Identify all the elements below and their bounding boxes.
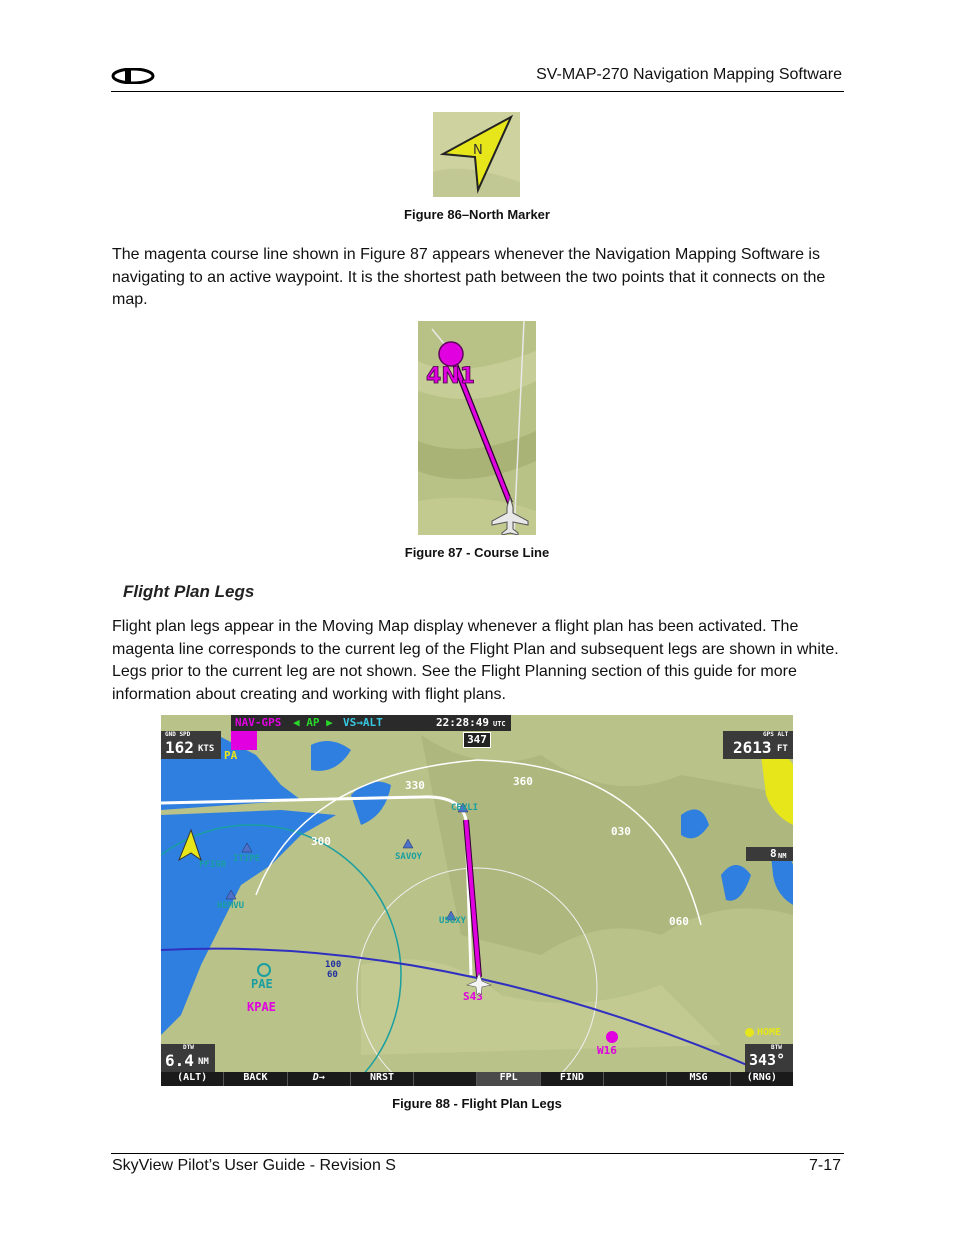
range-unit: NM (778, 852, 787, 860)
wp-pa: PA (224, 749, 238, 762)
top-status-bar (231, 715, 511, 731)
section-heading: Flight Plan Legs (123, 582, 255, 601)
home-button[interactable] (745, 1027, 791, 1039)
gnd-spd-label: GND SPD (165, 731, 191, 738)
waypoint-label: 4N1 (426, 364, 476, 389)
waypoint-icon (439, 342, 463, 366)
dtw-label: DTW (183, 1044, 194, 1051)
airport-kpae: KPAE (247, 1000, 276, 1014)
btw-label: BTW (771, 1044, 782, 1051)
softkey-back[interactable]: BACK (224, 1072, 287, 1086)
range-value: 8 (770, 847, 777, 860)
wp-savoy: SAVOY (395, 852, 423, 862)
course-line-image (418, 321, 536, 535)
figure-86-caption: Figure 86–North Marker (404, 207, 550, 222)
softkey-find[interactable]: FIND (541, 1072, 604, 1086)
wp-itipe: ITIPE (233, 854, 261, 864)
softkey-blank-1[interactable] (414, 1072, 477, 1086)
dtw-value: 6.4 (165, 1051, 194, 1070)
airspace-ceiling: 100 (325, 960, 342, 970)
btw-box (745, 1044, 793, 1072)
gnd-spd-unit: KTS (198, 744, 215, 754)
softkey-nrst[interactable]: NRST (351, 1072, 414, 1086)
clock-zone: UTC (493, 720, 506, 728)
paragraph-course-line: The magenta course line shown in Figure 87 appears whenever the Navigation Mapping Software is navigating to an active waypoint. It is the shortest path between the two points that it connects on the map. (112, 246, 826, 308)
paragraph-flight-plan: Flight plan legs appear in the Moving Map display whenever a flight plan has been activated. The magenta line corresponds to the current leg of the Flight Plan and subsequent legs are shown in white. Legs prior to the current leg are not shown. See the Flight Planning section of this guide for more information about creating and working with flight plans. (112, 618, 839, 703)
figure-87-caption: Figure 87 - Course Line (404, 545, 550, 560)
compass-060: 060 (669, 915, 689, 928)
softkey-bar (161, 1072, 793, 1086)
page-number: 7-17 (808, 1157, 841, 1174)
gnd-spd-value: 162 (165, 738, 194, 757)
softkey-rng[interactable]: (RNG) (746, 1072, 777, 1083)
softkey-alt[interactable]: (ALT) (161, 1072, 224, 1086)
header-rule (111, 91, 844, 92)
home-label: HOME (757, 1027, 782, 1038)
home-icon (745, 1028, 754, 1037)
ground-speed-box (161, 731, 221, 759)
footer-rule (111, 1153, 844, 1154)
compass-330: 330 (405, 779, 425, 792)
gps-altitude-box (723, 731, 793, 759)
dtw-box (161, 1044, 215, 1072)
btw-value: 343° (749, 1051, 786, 1069)
heading-box: 347 (463, 732, 491, 748)
dynon-logo (111, 68, 155, 89)
dtw-unit: NM (198, 1057, 209, 1067)
header-title: SV-MAP-270 Navigation Mapping Software (536, 66, 842, 83)
north-letter: N (473, 143, 483, 158)
wp-usuxy: USUXY (439, 916, 467, 926)
wp-w16: W16 (597, 1044, 617, 1057)
figure-88-caption: Figure 88 - Flight Plan Legs (392, 1096, 562, 1111)
footer-title: SkyView Pilot’s User Guide - Revision S (112, 1157, 396, 1174)
moving-map-svg (161, 715, 793, 1086)
autopilot-status: ◀ AP ▶ (293, 716, 333, 729)
map-range-box[interactable] (746, 847, 793, 861)
compass-030: 030 (611, 825, 631, 838)
wp-ffigr: FFIGR (199, 860, 227, 870)
north-marker-image (433, 112, 520, 197)
softkey-msg[interactable]: MSG (667, 1072, 730, 1086)
wp-hemvu: HEMVU (217, 901, 245, 911)
compass-360: 360 (513, 775, 533, 788)
softkey-fpl[interactable]: FPL (477, 1072, 540, 1086)
nav-mode: NAV-GPS (235, 716, 282, 729)
w16-icon (606, 1031, 618, 1043)
wp-cevli: CEVLI (451, 803, 479, 813)
compass-300: 300 (311, 835, 331, 848)
wp-s43: S43 (463, 990, 483, 1003)
airspace-floor: 60 (327, 970, 338, 980)
airport-pae: PAE (251, 977, 273, 991)
gps-alt-unit: FT (777, 744, 788, 754)
clock-time: 22:28:49 (436, 716, 489, 729)
softkey-direct-to[interactable]: D→ (288, 1072, 351, 1086)
gps-alt-value: 2613 (733, 738, 772, 757)
moving-map-screen (161, 715, 793, 1086)
gps-alt-label: GPS ALT (763, 731, 789, 738)
softkey-blank-2[interactable] (604, 1072, 667, 1086)
vs-mode: VS→ALT (343, 716, 383, 729)
